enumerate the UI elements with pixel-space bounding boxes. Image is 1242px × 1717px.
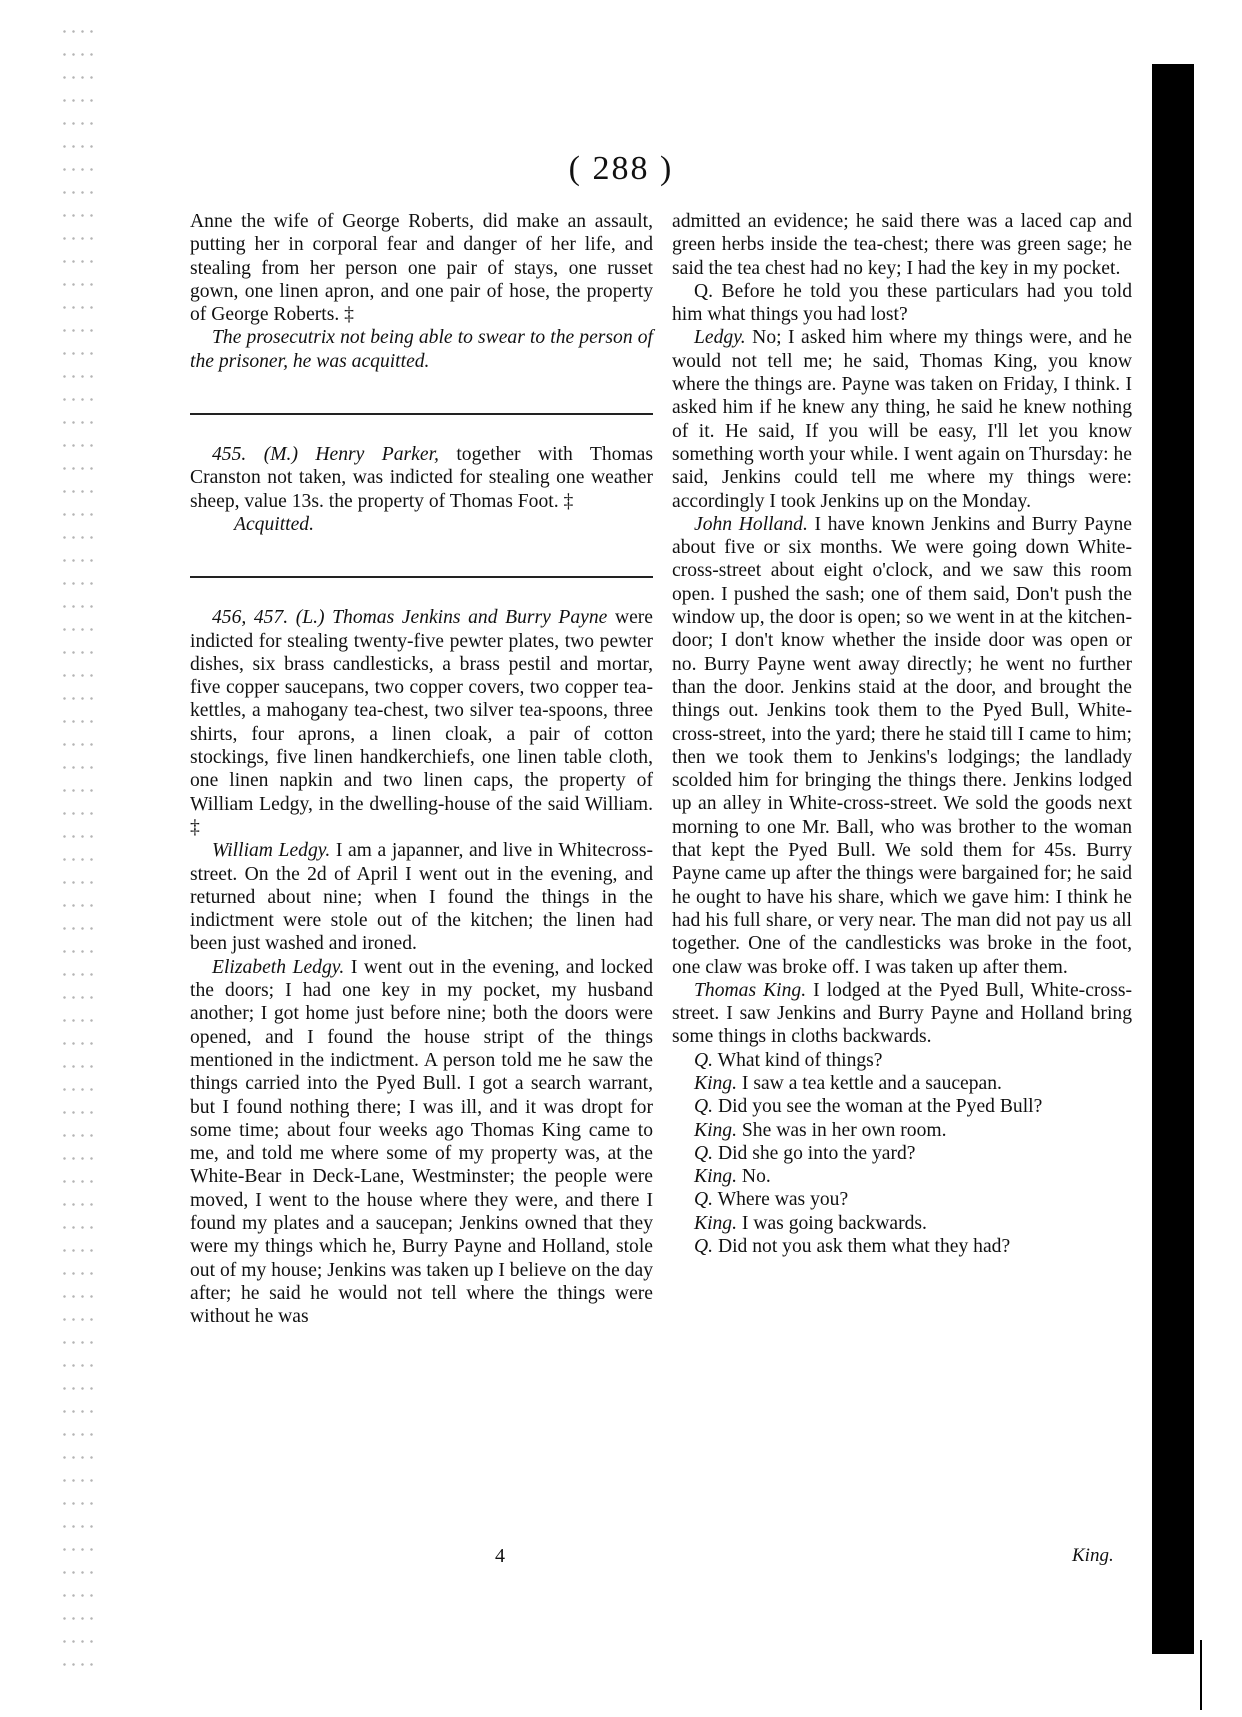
case-455-paragraph (190, 443, 653, 513)
qa-line (672, 1188, 1132, 1211)
testimony-paragraph (672, 513, 1132, 979)
qa-speaker: Q. (694, 1142, 714, 1164)
qa-line (672, 1119, 1132, 1142)
qa-speaker: King. (694, 1119, 738, 1141)
testimony-text: I have known Jenkins and Burry Payne about five or six months. We were going down White-cross-street about eight o'clock, and we saw this room open. I pushed the sash; one of them said, Don't push the window up, the door is open; so we went in at the kitchen-door; I don't know whether the inside door was open or no. Burry Payne went away directly; he went no further than the door. Jenkins staid at the door, and brought the things out. Jenkins took them to the Pyed Bull, White-cross-street, into the yard; there he staid till I came to him; then we took them to Jenkins's lodgings; the landlady scolded him for bringing the things there. Jenkins lodged up an alley in White-cross-street. We sold the goods next morning to one Mr. Ball, who was brother to the woman that kept the Pyed Bull. We sold them for 45s. Burry Payne came up after the things were bargained for; he said he ought to have his share, which we gave him: I think he had his full share, or very near. The man did not pay us all together. One of the candlesticks was broke in the foot, one claw was broke off. I was taken up after them. (672, 513, 1132, 978)
qa-speaker: King. (694, 1212, 738, 1234)
section-divider (190, 576, 653, 578)
left-column (190, 210, 653, 1328)
scan-edge-bar (1152, 64, 1194, 1654)
qa-line (672, 1072, 1132, 1095)
intro-verdict: The prosecutrix not being able to swear to the person of the prisoner, he was acquitted. (190, 327, 653, 372)
page-number: ( 288 ) (568, 150, 674, 187)
testimony-speaker: Thomas King. (694, 979, 807, 1001)
qa-text: Did you see the woman at the Pyed Bull? (713, 1096, 1043, 1118)
qa-line (672, 1235, 1132, 1258)
testimony-text: I lodged at the Pyed Bull, White-cross-street. I saw Jenkins and Burry Payne and Holland bring some things in cloths backwards. (672, 979, 1132, 1048)
scan-edge-specks (60, 20, 96, 1680)
catchword: King. (1072, 1545, 1114, 1566)
qa-text: What kind of things? (713, 1049, 883, 1071)
right-column (672, 210, 1132, 1258)
case-456-heading: 456, 457. (L.) Thomas Jenkins and Burry Payne (212, 607, 608, 629)
qa-text: Did not you ask them what they had? (713, 1236, 1011, 1258)
testimony-speaker: Elizabeth Ledgy. (212, 956, 345, 978)
qa-speaker: Q. (694, 1236, 714, 1258)
question-paragraph: Q. Before he told you these particulars had you told him what things you had lost? (672, 280, 1132, 326)
testimony-speaker: Ledgy. (694, 327, 746, 349)
qa-line (672, 1212, 1132, 1235)
qa-line (672, 1165, 1132, 1188)
testimony-paragraph (190, 839, 653, 955)
qa-speaker: Q. (694, 1096, 714, 1118)
testimony-paragraph (190, 956, 653, 1329)
qa-speaker: King. (694, 1166, 738, 1188)
testimony-text: I am a japanner, and live in Whitecross-street. On the 2d of April I went out in the evening, and returned about nine; when I found the things in the indictment were stole out of the kitchen; the linen had been just washed and ironed. (190, 840, 653, 955)
testimony-paragraph (672, 979, 1132, 1049)
case-456-text: were indicted for stealing twenty-five pewter plates, two pewter dishes, six brass candlesticks, a brass pestil and mortar, five copper saucepans, two copper covers, two copper tea-kettles, a mahogany tea-chest, two silver tea-spoons, three shirts, four aprons, a linen cloak, a pair of cotton stockings, five linen handkerchiefs, one linen table cloth, one linen napkin and two linen caps, the property of William Ledgy, in the dwelling-house of the said William. ‡ (190, 607, 654, 838)
case-455-heading: 455. (M.) Henry Parker, (212, 444, 439, 466)
qa-text: She was in her own room. (737, 1119, 947, 1141)
intro-paragraph: Anne the wife of George Roberts, did make an assault, putting her in corporal fear and danger of her life, and stealing from her person one pair of stays, one russet gown, one linen apron, and one pair of hose, the property of George Roberts. ‡ (190, 211, 653, 326)
qa-speaker: Q. (694, 1049, 714, 1071)
testimony-text: I went out in the evening, and locked the doors; I had one key in my pocket, my husband another; I got home just before nine; both the doors were opened, and I found the house stript of the things mentioned in the indictment. A person told me he saw the things carried into the Pyed Bull. I got a search warrant, but I found nothing there; I was ill, and it was dropt for some time; about four weeks ago Thomas King came to me, and told me where some of my property was, at the White-Bear in Deck-Lane, Westminster; the people were moved, I went to the house where they were, and there I found my plates and a saucepan; Jenkins owned that they were my things which he, Burry Payne and Holland, stole out of my house; Jenkins was taken up I believe on the day after; he said he would not tell where the things were without he was (190, 956, 653, 1328)
qa-text: I was going backwards. (737, 1212, 927, 1234)
qa-text: Did she go into the yard? (713, 1142, 916, 1164)
testimony-text: No; I asked him where my things were, and he would not tell me; he said, Thomas King, you know where the things are. Payne was taken on Friday, I think. I asked him if he knew any thing, he said he knew nothing of it. He said, If you will be easy, I'll let you know something worth your while. I went again on Thursday: he said, Jenkins could tell me where my things were: accordingly I took Jenkins up on the Monday. (672, 327, 1133, 512)
qa-line (672, 1049, 1132, 1072)
qa-text: Where was you? (713, 1189, 849, 1211)
continuation-paragraph: admitted an evidence; he said there was a laced cap and green herbs inside the tea-chest; there was green sage; he said the tea chest had no key; I had the key in my pocket. (672, 211, 1132, 279)
qa-line (672, 1142, 1132, 1165)
testimony-speaker: William Ledgy. (212, 840, 331, 862)
qa-text: I saw a tea kettle and a saucepan. (737, 1072, 1002, 1094)
scan-tick-mark (1200, 1640, 1202, 1710)
qa-text: No. (737, 1166, 771, 1188)
case-455-text: together with Thomas Cranston not taken, was indicted for stealing one weather sheep, value 13s. the property of Thomas Foot. ‡ (190, 444, 654, 512)
signature-mark: 4 (495, 1545, 505, 1567)
case-456-paragraph (190, 606, 653, 839)
testimony-speaker: John Holland. (694, 513, 808, 535)
qa-speaker: Q. (694, 1189, 714, 1211)
testimony-paragraph (672, 326, 1132, 512)
qa-speaker: King. (694, 1072, 738, 1094)
section-divider (190, 413, 653, 415)
qa-line (672, 1095, 1132, 1118)
case-455-verdict: Acquitted. (234, 513, 314, 535)
